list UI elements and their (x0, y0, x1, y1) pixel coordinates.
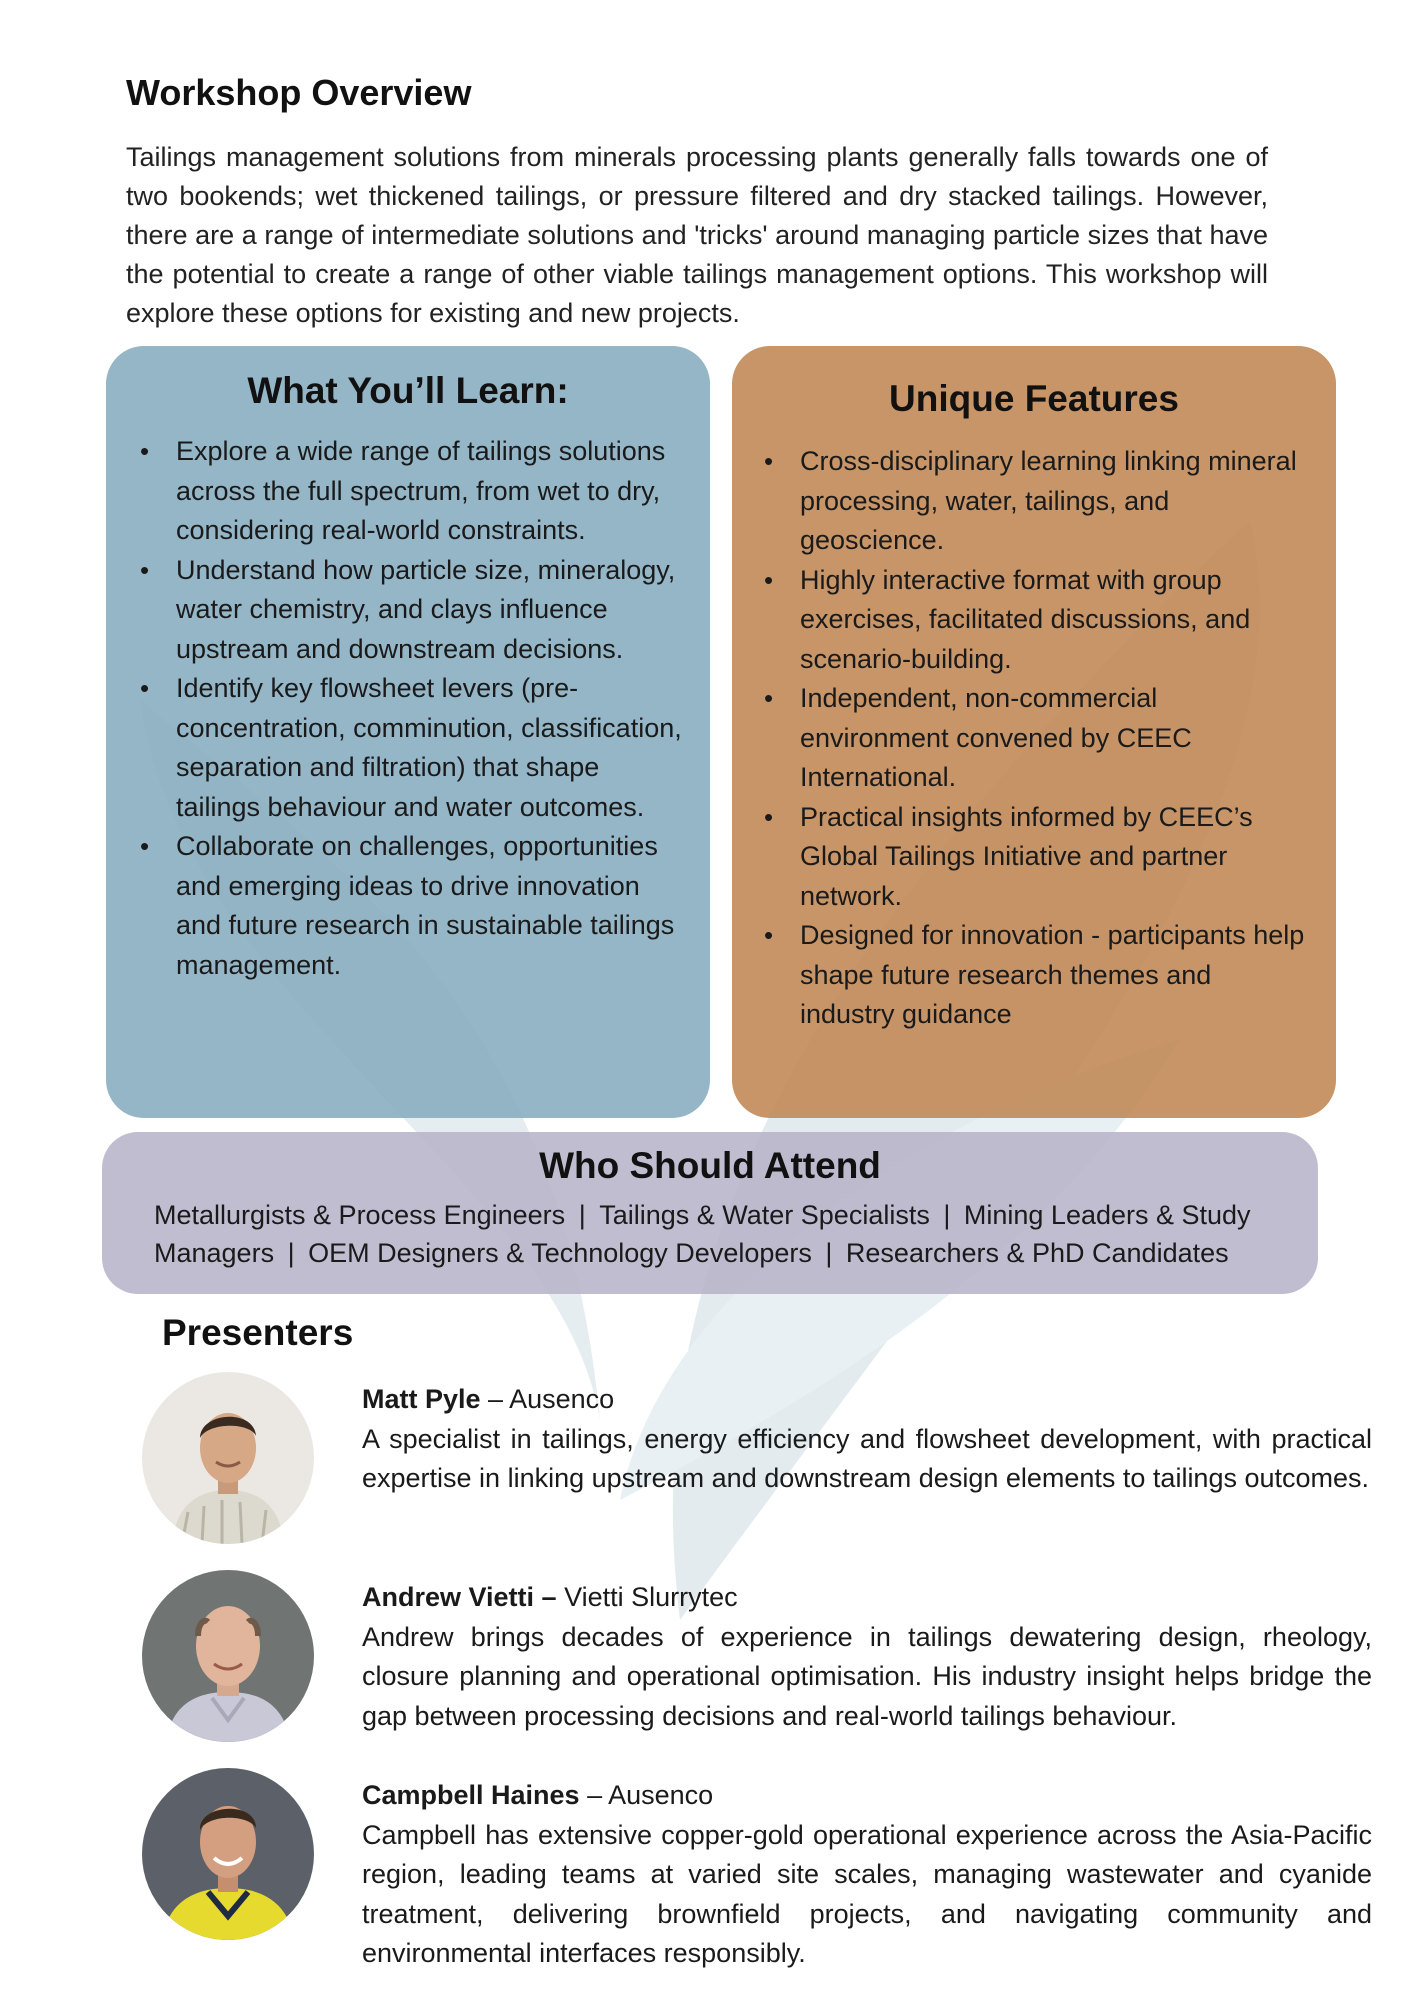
role-separator: | (943, 1200, 951, 1230)
attend-role: OEM Designers & Technology Developers (308, 1238, 812, 1268)
attend-role: Metallurgists & Process Engineers (154, 1200, 566, 1230)
unique-features-box (732, 346, 1336, 1118)
unique-feature-item: • Cross-disciplinary learning linking mineral processing, water, tailings, and geoscience. (800, 442, 1312, 561)
learn-item: • Explore a wide range of tailings solutions across the full spectrum, from wet to dry, considering real-world constraints. (176, 432, 690, 551)
presenters-heading: Presenters (162, 1312, 354, 1353)
role-separator: | (287, 1238, 295, 1268)
unique-feature-item: • Highly interactive format with group exercises, facilitated discussions, and scenario-building. (800, 561, 1312, 680)
attend-role: Researchers & PhD Candidates (845, 1238, 1229, 1268)
name-separator: – (579, 1780, 609, 1810)
unique-feature-item: • Practical insights informed by CEEC’s Global Tailings Initiative and partner network. (800, 798, 1312, 917)
presenter-photo (142, 1372, 314, 1544)
who-should-attend-box (102, 1132, 1318, 1294)
presenter-header (362, 1578, 1372, 1618)
learn-item: • Understand how particle size, mineralogy, water chemistry, and clays influence upstream and downstream decisions. (176, 551, 690, 670)
presenter-bio: Andrew brings decades of experience in tailings dewatering design, rheology, closure planning and operational optimisation. His industry insight helps bridge the gap between processing decisions and real-world tailings behaviour. (362, 1621, 1372, 1731)
presenter-header (362, 1776, 1372, 1816)
unique-features-heading: Unique Features (889, 378, 1179, 419)
learn-list (106, 432, 710, 985)
unique-feature-item: • Designed for innovation - participants help shape future research themes and industry guidance (800, 916, 1312, 1035)
presenter-organisation: Vietti Slurrytec (564, 1582, 738, 1612)
role-separator: | (578, 1200, 586, 1230)
unique-feature-item: • Independent, non-commercial environment convened by CEEC International. (800, 679, 1312, 798)
attend-role: Mining Leaders & Study Managers (154, 1200, 1251, 1268)
learn-box (106, 346, 710, 1118)
name-separator: – (480, 1384, 510, 1414)
name-separator (557, 1582, 565, 1612)
presenter-bio: A specialist in tailings, energy efficiency and flowsheet development, with practical expertise in linking upstream and downstream design elements to tailings outcomes. (362, 1423, 1372, 1493)
presenter-name: Campbell Haines (362, 1780, 580, 1810)
role-separator: | (825, 1238, 833, 1268)
attend-heading: Who Should Attend (539, 1145, 881, 1186)
presenter-header (362, 1380, 1372, 1420)
attend-role: Tailings & Water Specialists (599, 1200, 930, 1230)
learn-item: • Identify key flowsheet levers (pre-concentration, comminution, classification, separation and filtration) that shape tailings behaviour and water outcomes. (176, 669, 690, 827)
presenter-photo (142, 1570, 314, 1742)
presenter-photo (142, 1768, 314, 1940)
learn-item: • Collaborate on challenges, opportunities and emerging ideas to drive innovation and future research in sustainable tailings management. (176, 827, 690, 985)
presenter-bio: Campbell has extensive copper-gold operational experience across the Asia-Pacific region, leading teams at varied site scales, managing wastewater and cyanide treatment, delivering brownfield projects, and navigating community and environmental interfaces responsibly. (362, 1819, 1372, 1968)
unique-features-list (732, 442, 1336, 1035)
attend-roles (154, 1196, 1294, 1272)
overview-heading: Workshop Overview (126, 72, 472, 113)
presenter-organisation: Ausenco (608, 1780, 714, 1810)
presenter-organisation: Ausenco (509, 1384, 615, 1414)
presenter-name: Andrew Vietti – (362, 1582, 557, 1612)
presenter-name: Matt Pyle (362, 1384, 481, 1414)
learn-heading: What You’ll Learn: (247, 370, 569, 411)
overview-text: Tailings management solutions from minerals processing plants generally falls towards one of two bookends; wet thickened tailings, or pressure filtered and dry stacked tailings. However, there are a range of intermediate solutions and 'tricks' around managing particle sizes that have the potential to create a range of other viable tailings management options. This workshop will explore these options for existing and new projects. (126, 142, 1268, 328)
